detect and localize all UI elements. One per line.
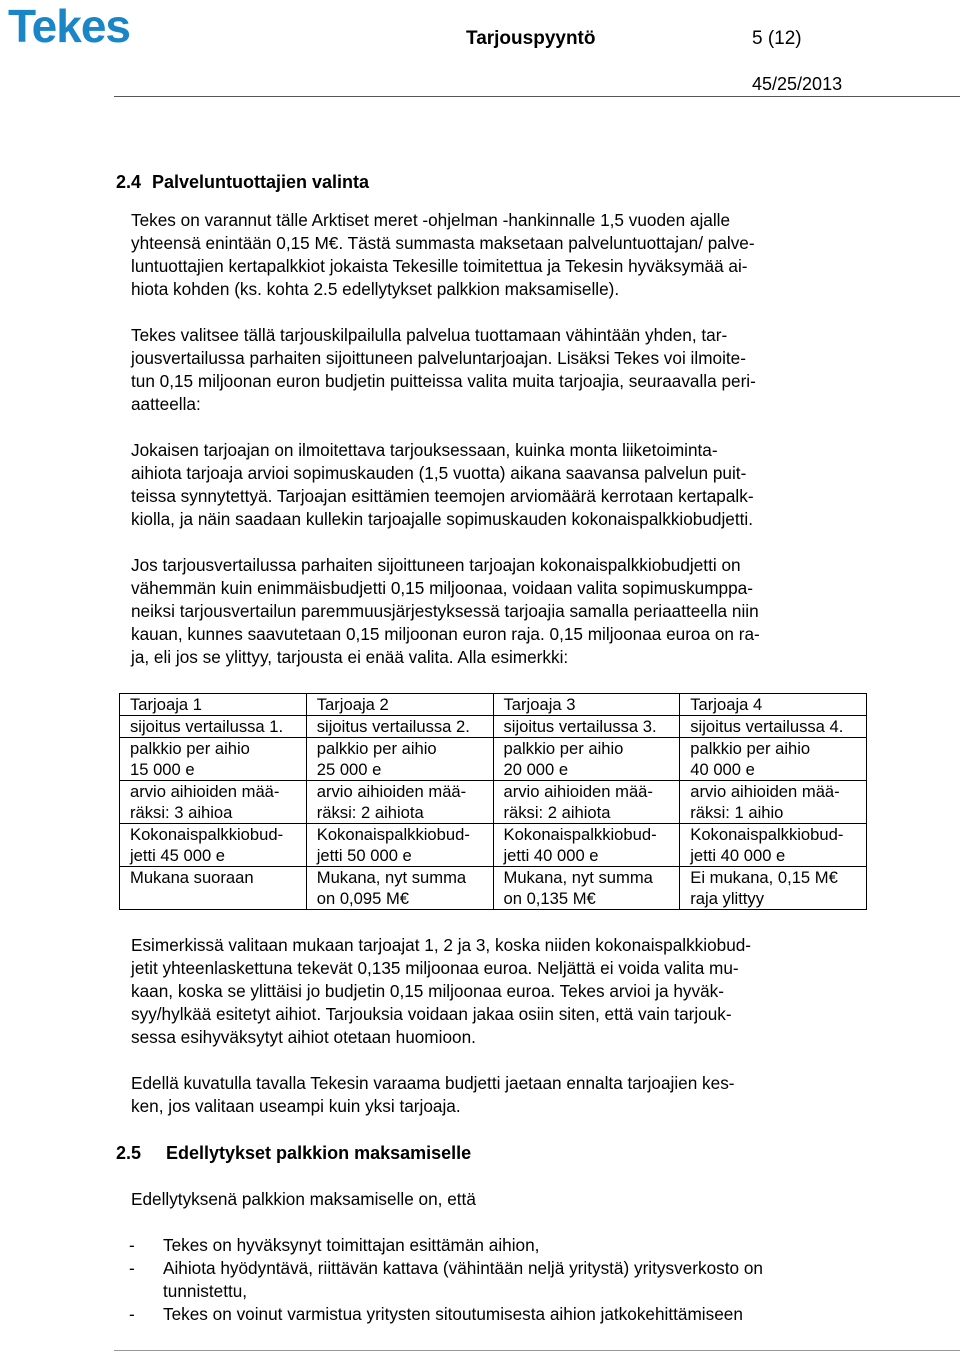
bid-example-table	[119, 693, 867, 910]
condition-list	[129, 1234, 871, 1326]
document-date: 45/25/2013	[752, 74, 843, 94]
cell-line: Kokonaispalkkiobud-	[316, 825, 470, 844]
table-cell	[120, 824, 307, 867]
table-cell	[493, 781, 680, 824]
text-line: Jos tarjousvertailussa parhaiten sijoittuneen tarjoajan kokonaispalkkiobudjetti on	[131, 555, 741, 575]
table-cell	[493, 694, 680, 716]
cell-line: räksi: 3 aihioa	[130, 803, 233, 822]
table-cell	[120, 738, 307, 781]
paragraph: Edellytyksenä palkkion maksamiselle on, että	[131, 1189, 476, 1209]
cell-line: sijoitus vertailussa 2.	[316, 717, 470, 736]
text-line: kaan, koska se ylittäisi jo budjetin 0,15 miljoonaa euroa. Tekes arvioi ja hyväk-	[131, 981, 724, 1001]
paragraph	[131, 439, 871, 531]
table-cell	[680, 867, 867, 910]
cell-line: Kokonaispalkkiobud-	[503, 825, 657, 844]
cell-line: Ei mukana, 0,15 M€	[690, 868, 838, 887]
document-type: Tarjouspyyntö	[466, 28, 596, 49]
text-line: hiota kohden (ks. kohta 2.5 edellytykset palkkion maksamiselle).	[131, 279, 620, 299]
cell-line: palkkio per aihio	[316, 739, 437, 758]
text-line: Tekes valitsee tällä tarjouskilpailulla palvelua tuottamaan vähintään yhden, tar-	[131, 325, 728, 345]
document-body	[116, 170, 871, 1326]
paragraph	[131, 934, 871, 1049]
text-line: yhteensä enintään 0,15 M€. Tästä summasta maksetaan palveluntuottajan/ palve-	[131, 233, 755, 253]
cell-line: arvio aihioiden mää-	[690, 782, 840, 801]
text-line: aihiota tarjoaja arvioi sopimuskauden (1,5 vuotta) aikana saavansa palvelun puit-	[131, 463, 747, 483]
cell-line: raja ylittyy	[690, 889, 765, 908]
text-line: Edellä kuvatulla tavalla Tekesin varaama budjetti jaetaan ennalta tarjoajien kes-	[131, 1073, 735, 1093]
cell-line: arvio aihioiden mää-	[316, 782, 467, 801]
cell-line: Tarjoaja 1	[130, 695, 202, 714]
cell-line: Kokonaispalkkiobud-	[690, 825, 844, 844]
list-item	[129, 1257, 871, 1303]
list-item-line: Aihiota hyödyntävä, riittävän kattava (vähintään neljä yritystä) yritysverkosto on	[163, 1258, 763, 1278]
table-cell	[680, 781, 867, 824]
tekes-logo	[8, 2, 158, 48]
list-item-line: tunnistettu,	[163, 1281, 248, 1301]
table-row	[120, 738, 867, 781]
cell-line: Tarjoaja 2	[316, 695, 389, 714]
table-row	[120, 781, 867, 824]
table-row	[120, 716, 867, 738]
tekes-logo-text: Tekes	[8, 2, 131, 48]
text-line: neiksi tarjousvertailun paremmuusjärjestyksessä tarjoajia samalla periaatteella niin	[131, 601, 759, 621]
cell-line: sijoitus vertailussa 1.	[130, 717, 284, 736]
table-cell	[680, 716, 867, 738]
cell-line: jetti 45 000 e	[130, 846, 226, 865]
text-line: jetit yhteenlaskettuna tekevät 0,135 miljoonaa euroa. Neljättä ei voida valita mu-	[131, 958, 739, 978]
cell-line: Mukana suoraan	[130, 868, 254, 887]
text-line: syy/hylkää esitetyt aihiot. Tarjouksia voidaan jakaa osiin siten, että vain tarjouk-	[131, 1004, 732, 1024]
text-line: ja, eli jos se ylittyy, tarjousta ei enää valita. Alla esimerkki:	[131, 647, 569, 667]
text-line: ken, jos valitaan useampi kuin yksi tarjoaja.	[131, 1096, 461, 1116]
cell-line: Kokonaispalkkiobud-	[130, 825, 284, 844]
footer-rule	[114, 1350, 960, 1351]
table-cell	[680, 738, 867, 781]
cell-line: 20 000 e	[503, 760, 569, 779]
section-heading	[116, 1141, 871, 1165]
cell-line: Mukana, nyt summa	[503, 868, 653, 887]
cell-line: palkkio per aihio	[503, 739, 624, 758]
section-number: 2.5	[116, 1143, 142, 1163]
table-cell	[120, 694, 307, 716]
page-number: 5 (12)	[752, 28, 802, 49]
cell-line: jetti 50 000 e	[316, 846, 412, 865]
section-number: 2.4	[116, 172, 142, 192]
paragraph	[131, 209, 871, 301]
text-line: kiolla, ja näin saadaan kullekin tarjoajalle sopimuskauden kokonaispalkkiobudjetti.	[131, 509, 753, 529]
table-cell	[493, 824, 680, 867]
paragraph	[131, 324, 871, 416]
cell-line: palkkio per aihio	[130, 739, 250, 758]
cell-line: räksi: 2 aihiota	[503, 803, 611, 822]
header-rule	[114, 96, 960, 97]
text-line: Esimerkissä valitaan mukaan tarjoajat 1, 2 ja 3, koska niiden kokonaispalkkiobud-	[131, 935, 752, 955]
cell-line: palkkio per aihio	[690, 739, 811, 758]
text-line: teissa synnytettyä. Tarjoajan esittämien teemojen arviomäärä kerrotaan kertapalk-	[131, 486, 754, 506]
list-item	[129, 1234, 871, 1257]
table-cell	[493, 867, 680, 910]
cell-line: 25 000 e	[316, 760, 382, 779]
table-cell	[306, 694, 493, 716]
cell-line: on 0,135 M€	[503, 889, 596, 908]
paragraph	[131, 1072, 871, 1118]
cell-line: 15 000 e	[130, 760, 195, 779]
paragraph	[131, 554, 871, 669]
cell-line: Tarjoaja 3	[503, 695, 576, 714]
section-heading	[116, 170, 871, 194]
table-cell	[306, 824, 493, 867]
table-row	[120, 694, 867, 716]
table-cell	[120, 716, 307, 738]
text-line: vähemmän kuin enimmäisbudjetti 0,15 miljoonaa, voidaan valita sopimuskumppa-	[131, 578, 753, 598]
table-cell	[306, 867, 493, 910]
table-row	[120, 867, 867, 910]
table-cell	[493, 738, 680, 781]
table-cell	[120, 867, 307, 910]
text-line: aatteella:	[131, 394, 201, 414]
cell-line: Tarjoaja 4	[690, 695, 763, 714]
text-line: jousvertailussa parhaiten sijoittuneen palveluntarjoajan. Lisäksi Tekes voi ilmoite-	[131, 348, 746, 368]
table-cell	[680, 694, 867, 716]
cell-line: sijoitus vertailussa 4.	[690, 717, 844, 736]
text-line: kauan, kunnes saavutetaan 0,15 miljoonan euron raja. 0,15 miljoonaa euroa on ra-	[131, 624, 760, 644]
cell-line: Mukana, nyt summa	[316, 868, 467, 887]
cell-line: sijoitus vertailussa 3.	[503, 717, 657, 736]
text-line: luntuottajien kertapalkkiot jokaista Tekesille toimitettua ja Tekesin hyväksymää ai-	[131, 256, 748, 276]
table-row	[120, 824, 867, 867]
cell-line: 40 000 e	[690, 760, 755, 779]
section-title: Palveluntuottajien valinta	[152, 172, 370, 192]
table-cell	[493, 716, 680, 738]
table-cell	[306, 781, 493, 824]
text-line: tun 0,15 miljoonan euron budjetin puitteissa valita muita tarjoajia, seuraavalla peri-	[131, 371, 756, 391]
text-line: Jokaisen tarjoajan on ilmoitettava tarjouksessaan, kuinka monta liiketoiminta-	[131, 440, 718, 460]
text-line: Tekes on varannut tälle Arktiset meret -ohjelman -hankinnalle 1,5 vuoden ajalle	[131, 210, 731, 230]
cell-line: jetti 40 000 e	[503, 846, 599, 865]
text-line: sessa esihyväksytyt aihiot otetaan huomioon.	[131, 1027, 476, 1047]
table-cell	[680, 824, 867, 867]
list-item	[129, 1303, 871, 1326]
cell-line: räksi: 1 aihio	[690, 803, 784, 822]
list-item-line: Tekes on voinut varmistua yritysten sitoutumisesta aihion jatkokehittämiseen	[163, 1304, 743, 1324]
cell-line: on 0,095 M€	[316, 889, 410, 908]
cell-line: arvio aihioiden mää-	[503, 782, 653, 801]
cell-line: räksi: 2 aihiota	[316, 803, 424, 822]
table-cell	[120, 781, 307, 824]
table-cell	[306, 738, 493, 781]
cell-line: arvio aihioiden mää-	[130, 782, 280, 801]
section-title: Edellytykset palkkion maksamiselle	[166, 1143, 472, 1163]
list-item-line: Tekes on hyväksynyt toimittajan esittämän aihion,	[163, 1235, 540, 1255]
cell-line: jetti 40 000 e	[690, 846, 786, 865]
table-cell	[306, 716, 493, 738]
